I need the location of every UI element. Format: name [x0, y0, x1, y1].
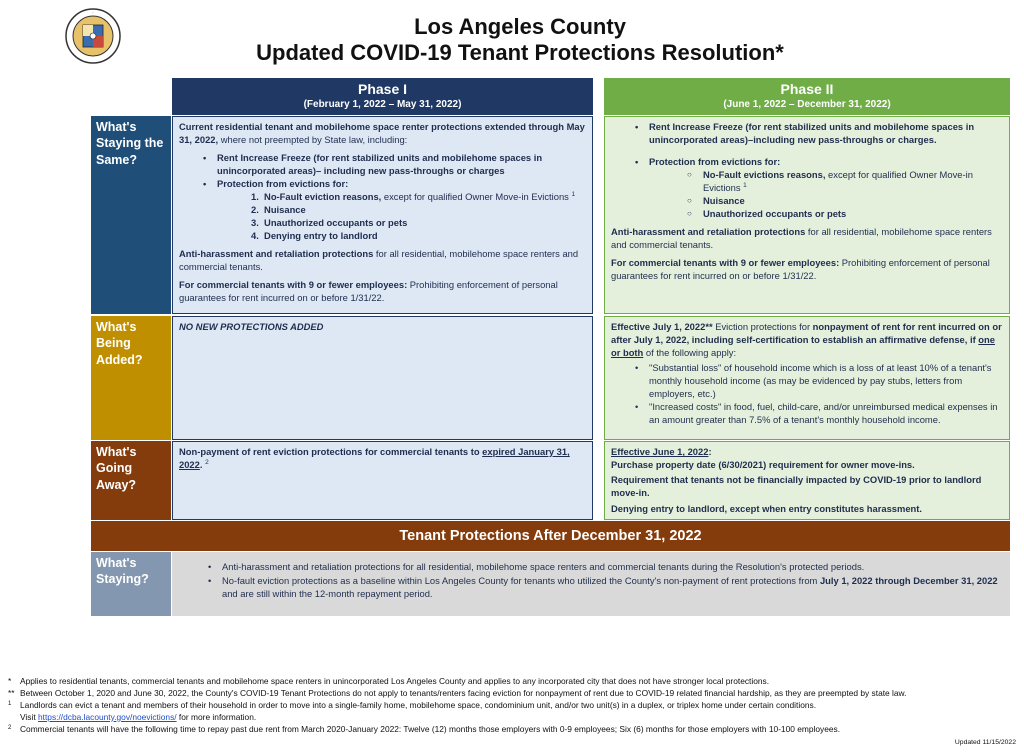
list-item: • Anti-harassment and retaliation protections for all residential, mobilehome space renters and commercial tenants during the Resolution's protected periods.	[208, 560, 1002, 574]
going-p2-effective: Effective June 1, 2022	[611, 446, 709, 457]
phase2-name: Phase II	[780, 81, 834, 97]
page-title-line1: Los Angeles County	[414, 14, 626, 39]
after-b2-start: No-fault eviction protections as a baseline within Los Angeles County for tenants who utilized the County's non-payment of rent protections from	[222, 574, 820, 586]
row-label-adding: What's Being Added?	[91, 316, 171, 440]
item-number: 4.	[251, 229, 259, 241]
phase2-dates: (June 1, 2022 – December 31, 2022)	[723, 99, 891, 110]
footnote-text: Applies to residential tenants, commercial tenants and mobilehome space renters in unincorporated Los Angeles County and applies to any incorporated city that does not have stronger local protections.	[20, 676, 770, 686]
after-section-header: Tenant Protections After December 31, 2022	[91, 521, 1010, 551]
footnote-1	[8, 676, 1016, 688]
going-p1-expired: expired January 31, 2022	[179, 446, 570, 471]
list-item	[251, 230, 586, 243]
footnote-text: Commercial tenants will have the following time to repay past due rent from March 2020-January 2022: Twelve (12) months those employers with 0-9 employees; Six (6) months for those employers with 10-100 employees.	[20, 723, 841, 734]
footnote-mark: 2	[8, 724, 12, 731]
county-seal-logo	[62, 8, 124, 64]
list-item	[208, 574, 1002, 601]
phase1-name: Phase I	[357, 81, 408, 97]
list-item	[251, 217, 586, 230]
row-label-after-staying: What's Staying?	[91, 552, 171, 616]
footnote-mark: *	[8, 676, 12, 686]
going-p2-line2: Requirement that tenants not be financially impacted by COVID-19 prior to landlord move-in.	[611, 473, 982, 498]
dcba-link[interactable]: https://dcba.lacounty.gov/noevictions/	[38, 711, 177, 722]
staying-phase2-cell	[604, 116, 1010, 314]
staying-p2-anti: Anti-harassment and retaliation protections	[611, 225, 806, 237]
footnote-ref: 1	[743, 181, 747, 189]
page-title-line2: Updated COVID-19 Tenant Protections Resolution*	[256, 40, 784, 65]
svg-text:·: ·	[92, 10, 94, 16]
staying-p1-anti-rest: for all residential, mobilehome space renters and commercial tenants.	[179, 247, 579, 272]
going-phase1-cell	[172, 441, 593, 520]
after-b2-bold: July 1, 2022 through December 31, 2022	[819, 574, 998, 586]
staying-p2-evictions-head	[635, 156, 1003, 221]
staying-p1-intro-rest: where not preempted by State law, including:	[218, 133, 408, 145]
row-label-staying: What's Staying the Same?	[91, 116, 171, 314]
going-p2-line3: Denying entry to landlord, except when entry constitutes harassment.	[611, 502, 923, 514]
going-phase2-cell	[604, 441, 1010, 520]
footnote-ref: 1	[571, 190, 576, 198]
phase1-dates: (February 1, 2022 – May 31, 2022)	[303, 99, 462, 110]
footnote-2	[8, 688, 1016, 700]
list-item	[251, 191, 586, 204]
item-number: 1.	[251, 190, 259, 202]
adding-p1-text: NO NEW PROTECTIONS ADDED	[179, 321, 324, 332]
staying-p2-anti-rest: for all residential, mobilehome space renters and commercial tenants.	[611, 225, 992, 250]
footnote-visit: Visit	[20, 711, 38, 722]
item-bold: Unauthorized occupants or pets	[264, 216, 408, 228]
list-item: • "Substantial loss" of household income which is a loss of at least 10% of a tenant's monthly household income (as may be evidenced by pay stubs, letters from employers, etc.)	[635, 362, 1003, 401]
staying-p2-eviction-list	[649, 169, 1003, 221]
staying-p2-freeze: • Rent Increase Freeze (for rent stabilized units and mobilehome spaces in unincorporated areas)–including new pass-throughs or charges.	[635, 121, 1003, 147]
footnote-mark: **	[8, 687, 15, 698]
staying-p1-evictions-head	[203, 178, 586, 243]
going-p2-colon: :	[708, 446, 712, 457]
staying-p2-commercial: For commercial tenants with 9 or fewer employees:	[611, 256, 840, 268]
going-p2-line1: Purchase property date (6/30/2021) requirement for owner move-ins.	[611, 458, 915, 470]
staying-p2-evictions-head-text: Protection from evictions for:	[649, 155, 781, 167]
staying-p2-commercial-rest: Prohibiting enforcement of personal guarantees for rent incurred on or before 1/31/22.	[611, 256, 990, 281]
footnote-mark: 1	[8, 700, 12, 707]
adding-p2-rest: of the following apply:	[643, 346, 737, 358]
footnote-end: for more information.	[176, 711, 257, 722]
adding-phase2-cell	[604, 316, 1010, 440]
after-staying-cell	[172, 552, 1010, 616]
list-item	[687, 169, 1003, 195]
footnote-4	[8, 724, 1016, 737]
going-p1-end: .	[199, 459, 203, 471]
list-item	[687, 208, 1003, 221]
item-number: 3.	[251, 216, 259, 228]
staying-p1-freeze: • Rent Increase Freeze (for rent stabilized units and mobilehome spaces in unincorporated areas)– including new pass-throughs or charges	[203, 152, 586, 178]
item-number: 2.	[251, 203, 259, 215]
staying-p1-intro: Current residential tenant and mobilehome space renter protections extended through May 31, 2022,	[179, 121, 585, 145]
item-bold: Nuisance	[703, 194, 745, 206]
list-item	[251, 204, 586, 217]
adding-p2-one-or-both: one or both	[611, 333, 995, 358]
footnote-ref: 2	[205, 458, 209, 466]
staying-phase1-cell	[172, 116, 593, 314]
adding-phase1-cell	[172, 316, 593, 440]
item-bold: No-Fault eviction reasons,	[264, 190, 382, 202]
item-rest: except for qualified Owner Move-in Evictions	[381, 190, 569, 202]
adding-p2-effective: Effective July 1, 2022**	[611, 321, 713, 332]
item-bold: Denying entry to landlord	[264, 229, 378, 241]
footnote-text: Between October 1, 2020 and June 30, 2022, the County's COVID-19 Tenant Protections do not apply to tenants/renters facing eviction for nonpayment of rent due to COVID-19 related financial hardship, as they are preempted by state law.	[20, 687, 907, 698]
staying-p1-commercial: For commercial tenants with 9 or fewer employees:	[179, 278, 408, 290]
staying-p1-evictions-head-text: Protection from evictions for:	[217, 177, 349, 189]
list-item: • "Increased costs" in food, fuel, child-care, and/or unreimbursed medical expenses in an amount greater than 7.5% of a tenant's monthly household income.	[635, 401, 1003, 427]
item-bold: Nuisance	[264, 203, 306, 215]
footnotes	[8, 676, 1016, 736]
list-item	[687, 195, 1003, 208]
updated-date: Updated 11/15/2022	[954, 739, 1016, 746]
phase1-header	[172, 78, 593, 115]
going-p1-text: Non-payment of rent eviction protections for commercial tenants to	[179, 446, 483, 457]
footnote-text: Landlords can evict a tenant and members of their household in order to move into a single-family home, mobilehome space, condominium unit, and/or two unit(s) in a duplex, or triplex home under certain conditions.	[20, 699, 817, 710]
after-b2-end: and are still within the 12-month repayment period.	[222, 588, 433, 600]
footnote-3	[8, 700, 1016, 724]
adding-p2-bold: nonpayment of rent for rent incurred on or after July 1, 2022, including self-certification to establish an affirmative defense, if	[611, 321, 1002, 345]
item-rest: except for qualified Owner Move-in Evictions	[703, 168, 973, 193]
staying-p1-commercial-rest: Prohibiting enforcement of personal guarantees for rent incurred on or before 1/31/22.	[179, 278, 558, 303]
row-label-going: What's Going Away?	[91, 441, 171, 520]
staying-p1-eviction-list	[217, 191, 586, 243]
staying-p1-anti: Anti-harassment and retaliation protections	[179, 247, 374, 259]
item-bold: Unauthorized occupants or pets	[703, 207, 847, 219]
adding-p2-mid: Eviction protections for	[712, 321, 813, 332]
item-bold: No-Fault evictions reasons,	[703, 168, 826, 180]
phase2-header	[604, 78, 1010, 115]
